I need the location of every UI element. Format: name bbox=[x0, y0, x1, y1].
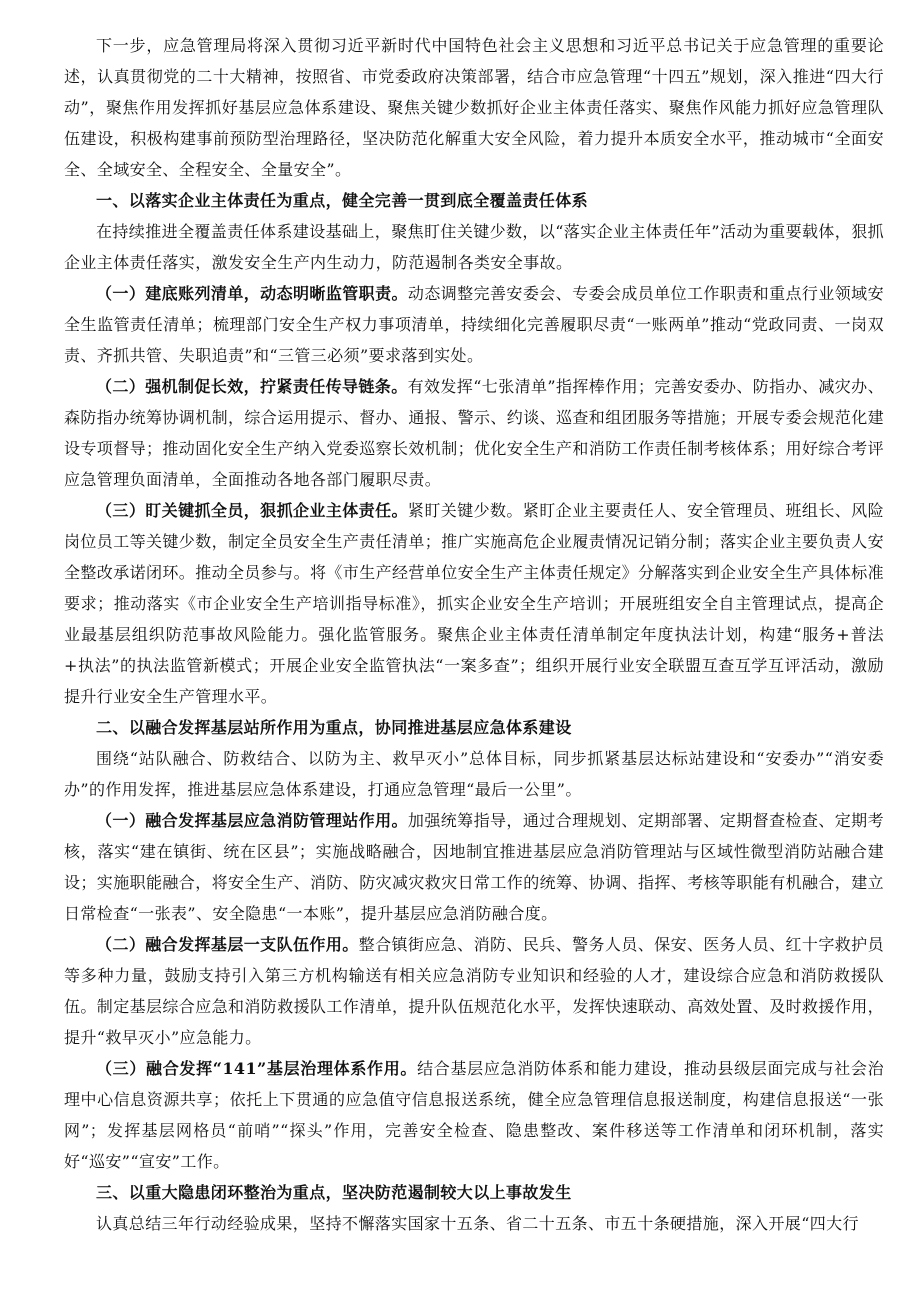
subsection-1-2 bbox=[64, 371, 884, 495]
subsection-body: 有效发挥“七张清单”指挥棒作用；完善安委办、防指办、减灾办、森防指办统筹协调机制，综合运用提示、督办、通报、警示、约谈、巡查和组团服务等措施；开展专委会规范化建设专项督导；推动固化安全生产纳入党委巡察长效机制；优化安全生产和消防工作责任制考核体系；用好综合考评应急管理负面清单，全面推动各地各部门履职尽责。 bbox=[64, 377, 885, 489]
section-3-intro-paragraph: 认真总结三年行动经验成果，坚持不懈落实国家十五条、省二十五条、市五十条硬措施，深入开展“四大行 bbox=[96, 1214, 859, 1233]
subsection-body: 结合基层应急消防体系和能力建设，推动县级层面完成与社会治理中心信息资源共享；依托上下贯通的应急值守信息报送系统，健全应急管理信息报送制度，构建信息报送“一张网”；发挥基层网格员“前哨”“探头”作用，完善安全检查、隐患整改、案件移送等工作清单和闭环机制，落实好“巡安”“宣安”工作。 bbox=[64, 1059, 884, 1171]
subsection-body: 紧盯关键少数。紧盯企业主要责任人、安全管理员、班组长、风险岗位员工等关键少数，制定全员安全生产责任清单；推广实施高危企业履责情况记销分制；落实企业主要负责人安全整改承诺闭环。推动全员参与。将《市生产经营单位安全生产主体责任规定》分解落实到企业安全生产具体标准要求；推动落实《市企业安全生产培训指导标准》，抓实企业安全生产培训；开展班组安全自主管理试点，提高企业最基层组织防范事故风险能力。强化监管服务。聚焦企业主体责任清单制定年度执法计划，构建“服务+普法+执法”的执法监管新模式；开展企业安全监管执法“一案多查”；组织开展行业安全联盟互查互学互评活动，激励提升行业安全生产管理水平。 bbox=[64, 501, 885, 706]
intro-paragraph: 下一步，应急管理局将深入贯彻习近平新时代中国特色社会主义思想和习近平总书记关于应急管理的重要论述，认真贯彻党的二十大精神，按照省、市党委政府决策部署，结合市应急管理“十四五”规划，深入推进“四大行动”，聚焦作用发挥抓好基层应急体系建设、聚焦关键少数抓好企业主体责任落实、聚焦作风能力抓好应急管理队伍建设，积极构建事前预防型治理路径，坚决防范化解重大安全风险，着力提升本质安全水平，推动城市“全面安全、全域安全、全程安全、全量安全”。 bbox=[64, 36, 884, 179]
subsection-1-1 bbox=[64, 278, 884, 371]
subsection-lead: （一）建底账列清单，动态明晰监管职责。 bbox=[96, 284, 408, 303]
subsection-body: 加强统筹指导，通过合理规划、定期部署、定期督查检查、定期考核，落实“建在镇街、统在区县”；实施战略融合，因地制宜推进基层应急消防管理站与区域性微型消防站融合建设；实施职能融合，将安全生产、消防、防灾减灾救灾日常工作的统筹、协调、指挥、考核等职能有机融合，建立日常检查“一张表”、安全隐患“一本账”，提升基层应急消防融合度。 bbox=[64, 811, 885, 923]
section-2-intro-paragraph: 围绕“站队融合、防救结合、以防为主、救早灭小”总体目标，同步抓紧基层达标站建设和“安委办”“消安委办”的作用发挥，推进基层应急体系建设，打通应急管理“最后一公里”。 bbox=[64, 749, 884, 799]
subsection-lead: （三）融合发挥“141”基层治理体系作用。 bbox=[96, 1059, 418, 1078]
section-heading-2: 二、以融合发挥基层站所作用为重点，协同推进基层应急体系建设 bbox=[96, 718, 572, 737]
subsection-body: 动态调整完善安委会、专委会成员单位工作职责和重点行业领域安全生监管责任清单；梳理部门安全生产权力事项清单，持续细化完善履职尽责“一账两单”推动“党政同责、一岗双责、齐抓共管、失职追责”和“三管三必须”要求落到实处。 bbox=[64, 284, 884, 365]
document-page bbox=[64, 30, 884, 1239]
subsection-1-3 bbox=[64, 495, 884, 712]
subsection-2-2 bbox=[64, 929, 884, 1053]
subsection-lead: （二）融合发挥基层一支队伍作用。 bbox=[96, 935, 359, 954]
section-heading-3: 三、以重大隐患闭环整治为重点，坚决防范遏制较大以上事故发生 bbox=[96, 1183, 572, 1202]
section-heading-1: 一、以落实企业主体责任为重点，健全完善一贯到底全覆盖责任体系 bbox=[96, 191, 589, 210]
section-1-intro-paragraph: 在持续推进全覆盖责任体系建设基础上，聚焦盯住关键少数，以“落实企业主体责任年”活动为重要载体，狠抓企业主体责任落实，激发安全生产内生动力，防范遏制各类安全事故。 bbox=[64, 222, 884, 272]
subsection-lead: （一）融合发挥基层应急消防管理站作用。 bbox=[96, 811, 408, 830]
subsection-2-1 bbox=[64, 805, 884, 929]
subsection-2-3 bbox=[64, 1053, 884, 1177]
subsection-lead: （二）强机制促长效，拧紧责任传导链条。 bbox=[96, 377, 408, 396]
subsection-body: 整合镇街应急、消防、民兵、警务人员、保安、医务人员、红十字救护员等多种力量，鼓励支持引入第三方机构输送有相关应急消防专业知识和经验的人才，建设综合应急和消防救援队伍。制定基层综合应急和消防救援队工作清单，提升队伍规范化水平，发挥快速联动、高效处置、及时救援作用，提升“救早灭小”应急能力。 bbox=[64, 935, 885, 1047]
subsection-lead: （三）盯关键抓全员，狠抓企业主体责任。 bbox=[96, 501, 408, 520]
